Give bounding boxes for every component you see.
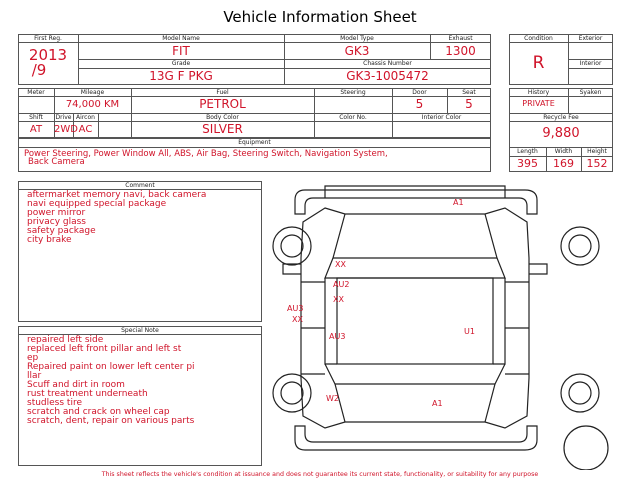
- spare-wheel: [564, 426, 608, 470]
- condition-label: Condition: [524, 35, 553, 42]
- chassis-value: GK3-1005472: [346, 69, 429, 83]
- fuel-label: Fuel: [216, 89, 229, 96]
- damage-mark-xx-2: XX: [333, 295, 344, 304]
- width-value: 169: [553, 157, 574, 170]
- interior-color-label: Interior Color: [421, 114, 462, 121]
- history-value: PRIVATE: [522, 99, 555, 108]
- mileage-label: Mileage: [80, 89, 105, 96]
- aircon-value: AC: [78, 124, 93, 135]
- color-no-label: Color No.: [339, 114, 367, 121]
- model-type-value: GK3: [344, 44, 370, 58]
- wheel-front-left: [273, 227, 311, 265]
- model-name-value: FIT: [172, 44, 190, 58]
- comment-line: aftermarket memory navi, back camera: [27, 190, 207, 200]
- comment-line: privacy glass: [27, 217, 86, 227]
- special-note-line: studless tire: [27, 398, 82, 408]
- grade-value: 13G F PKG: [149, 69, 213, 83]
- exterior-label: Exterior: [578, 35, 603, 42]
- special-note-list: [27, 336, 195, 426]
- fuel-value: PETROL: [199, 97, 246, 111]
- special-note-line: Scuff and dirt in room: [27, 380, 125, 390]
- exhaust-value: 1300: [445, 44, 476, 58]
- comment-label: Comment: [125, 182, 155, 189]
- seat-label: Seat: [462, 89, 476, 96]
- special-note-line: llar: [27, 371, 42, 381]
- recycle-fee-label: Recycle Fee: [543, 114, 579, 121]
- grade-label: Grade: [171, 60, 191, 67]
- special-note-line: scratch and crack on wheel cap: [27, 407, 170, 417]
- damage-mark-a1-bottom: A1: [432, 399, 443, 408]
- door-label: Door: [412, 89, 427, 96]
- car-damage-diagram: [265, 178, 615, 470]
- condition-value: R: [532, 53, 545, 73]
- damage-mark-w2: W2: [326, 394, 339, 403]
- first-reg-month: /9: [31, 61, 47, 79]
- meter-label: Meter: [27, 89, 45, 96]
- special-note-label: Special Note: [121, 327, 159, 334]
- shift-label: Shift: [29, 114, 43, 121]
- first-reg-year: 2013: [28, 46, 68, 64]
- comment-line: city brake: [27, 235, 72, 245]
- equipment-line-2: Back Camera: [28, 157, 85, 167]
- history-label: History: [527, 89, 550, 96]
- special-note-line: ep: [27, 353, 39, 363]
- wheel-rear-right: [561, 374, 599, 412]
- model-name-label: Model Name: [162, 35, 200, 42]
- height-value: 152: [586, 157, 608, 170]
- special-note-line: Repaired paint on lower left center pi: [27, 362, 195, 372]
- model-type-label: Model Type: [340, 35, 374, 42]
- wheel-rear-left: [273, 374, 311, 412]
- door-value: 5: [415, 97, 424, 111]
- seat-value: 5: [465, 97, 473, 111]
- interior-label: Interior: [579, 60, 602, 67]
- special-note-line: repaired left side: [27, 335, 104, 345]
- shift-value: AT: [29, 124, 43, 135]
- body-color-label: Body Color: [206, 114, 239, 121]
- damage-mark-xx-1: XX: [335, 260, 346, 269]
- comment-line: power mirror: [27, 208, 86, 218]
- damage-mark-xx-3: XX: [292, 315, 303, 324]
- sheet-title: Vehicle Information Sheet: [223, 8, 417, 26]
- damage-mark-au3-door: AU3: [329, 332, 346, 341]
- damage-mark-au2: AU2: [333, 280, 350, 289]
- disclaimer-footer: This sheet reflects the vehicle's condition at issuance and does not guarantee its current state, functionality, or suitability for any purpose: [101, 471, 539, 478]
- width-label: Width: [554, 148, 573, 155]
- recycle-fee-value: 9,880: [542, 126, 580, 141]
- wheel-front-right: [561, 227, 599, 265]
- steering-label: Steering: [340, 89, 366, 96]
- comment-list: [27, 191, 206, 245]
- body-color-value: SILVER: [202, 122, 243, 136]
- height-label: Height: [587, 148, 607, 155]
- special-note-line: rust treatment underneath: [27, 389, 148, 399]
- length-value: 395: [517, 157, 538, 170]
- comment-line: safety package: [27, 226, 96, 236]
- chassis-label: Chassis Number: [363, 60, 412, 67]
- exhaust-label: Exhaust: [448, 35, 473, 42]
- equipment-label: Equipment: [238, 139, 271, 146]
- equipment-line-1: Power Steering, Power Window All, ABS, Air Bag, Steering Switch, Navigation System,: [24, 149, 388, 159]
- comment-line: navi equipped special package: [27, 199, 167, 209]
- mileage-value: 74,000 KM: [65, 99, 120, 110]
- aircon-label: Aircon: [76, 114, 95, 121]
- drive-value: 2WD: [54, 124, 78, 135]
- first-reg-label: First Reg.: [34, 35, 62, 42]
- damage-mark-a1-top: A1: [453, 198, 464, 207]
- length-label: Length: [517, 148, 538, 155]
- special-note-line: scratch, dent, repair on various parts: [27, 416, 195, 426]
- drive-label: Drive: [55, 114, 72, 121]
- damage-mark-u1: U1: [464, 327, 475, 336]
- syaken-label: Syaken: [579, 89, 602, 96]
- damage-mark-au3-left: AU3: [287, 304, 304, 313]
- special-note-line: replaced left front pillar and left st: [27, 344, 182, 354]
